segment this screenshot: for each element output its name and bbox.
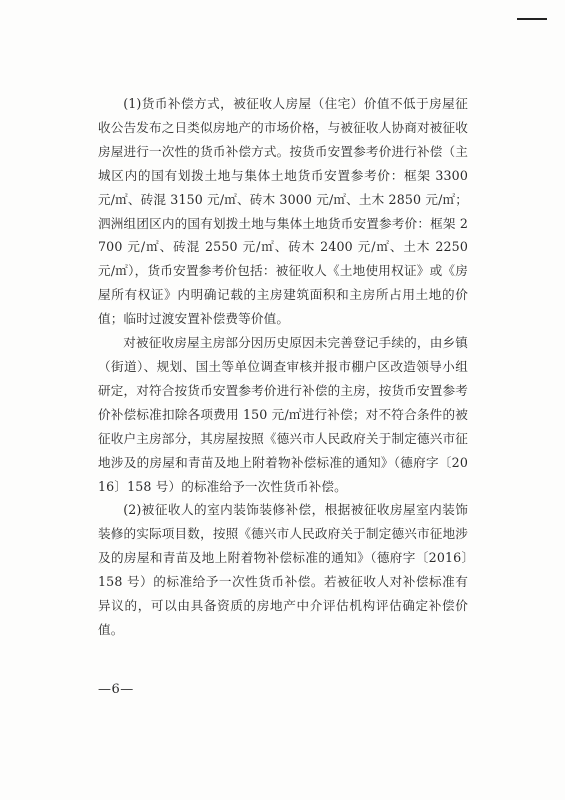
paragraph-unregistered-main-house: 对被征收房屋主房部分因历史原因未完善登记手续的，由乡镇（街道）、规划、国土等单位调查审核并报市棚户区改造领导小组研定，对符合按货币安置参考价进行补偿的主房，按货币安置参考价补偿标准扣除各项费用 150 元/㎡进行补偿；对不符合条件的被征收户主房部分，其房屋按照《德兴市人民政府关于制定德兴市征地涉及的房屋和青苗及地上附着物补偿标准的通知》（德府字〔2016〕158 号）的标准给予一次性货币补偿。 bbox=[98, 335, 468, 494]
document-body bbox=[98, 92, 468, 642]
paragraph-monetary-compensation: (1)货币补偿方式，被征收人房屋（住宅）价值不低于房屋征收公告发布之日类似房地产的市场价格，与被征收人协商对被征收房屋进行一次性的货币补偿方式。按货币安置参考价进行补偿（主城区内的国有划拨土地与集体土地货币安置参考价：框架 3300 元/㎡、砖混 3150 元/㎡、砖木 3000 元/㎡、土木 2850 元/㎡；泗洲组团区内的国有划拨土地与集体土地货币安置参考价：框架 2700 元/㎡、砖混 2550 元/㎡、砖木 2400 元/㎡、土木 2250 元/㎡），货币安置参考价包括：被征收人《土地使用权证》或《房屋所有权证》内明确记载的主房建筑面积和主房所占用土地的价值；临时过渡安置补偿费等价值。 bbox=[98, 96, 468, 327]
corner-rule bbox=[517, 18, 547, 20]
paragraph-decoration-compensation: (2)被征收人的室内装饰装修补偿，根据被征收房屋室内装饰装修的实际项目数，按照《德兴市人民政府关于制定德兴市征地涉及的房屋和青苗及地上附着物补偿标准的通知》（德府字〔2016〕158 号）的标准给予一次性货币补偿。若被征收人对补偿标准有异议的，可以由具备资质的房地产中介评估机构评估确定补偿价值。 bbox=[98, 502, 468, 637]
page-number: —6— bbox=[98, 682, 134, 697]
